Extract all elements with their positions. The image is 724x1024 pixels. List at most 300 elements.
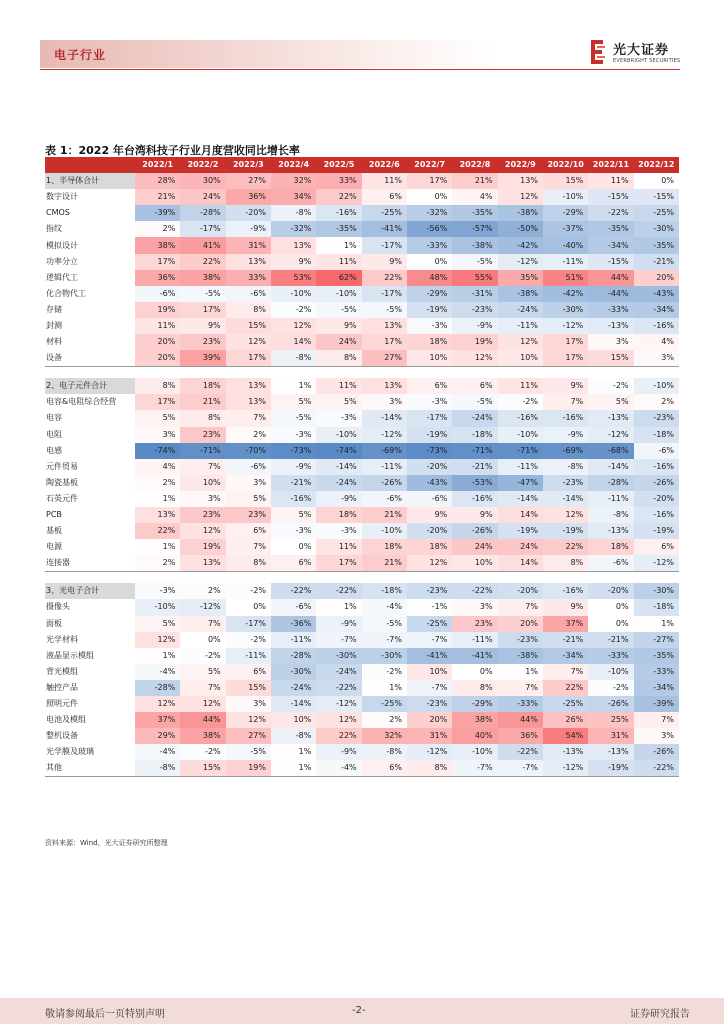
growth-table [45,157,679,777]
table-row [45,254,679,270]
value-cell: 34% [271,189,316,205]
value-cell: 15% [226,318,271,334]
month-header: 2022/7 [407,157,452,173]
value-cell: -32% [407,205,452,221]
value-cell: 37% [135,712,180,728]
value-cell: 5% [316,394,361,410]
value-cell: 8% [316,350,361,367]
value-cell: -26% [634,475,679,491]
value-cell: 0% [634,173,679,189]
value-cell: -17% [362,237,407,253]
value-cell: 4% [135,459,180,475]
value-cell: -8% [135,760,180,777]
value-cell: 1% [271,378,316,394]
value-cell: -30% [634,583,679,599]
spacer-cell [45,572,679,584]
value-cell: 33% [226,270,271,286]
value-cell: 3% [180,491,225,507]
value-cell: -39% [634,696,679,712]
value-cell: 36% [498,728,543,744]
value-cell: 18% [180,378,225,394]
row-label: 存储 [46,304,62,314]
value-cell: -25% [634,205,679,221]
table-row [45,507,679,523]
row-label: 模拟设计 [46,240,78,250]
value-cell: 32% [271,173,316,189]
row-label: 触控产品 [46,682,78,692]
value-cell: 18% [316,507,361,523]
header-corner [45,157,135,173]
value-cell: -22% [316,583,361,599]
value-cell: -10% [498,427,543,443]
value-cell: -9% [271,459,316,475]
value-cell: 48% [407,270,452,286]
value-cell: 21% [180,394,225,410]
value-cell: -17% [226,616,271,632]
row-label: 电容&电阻综合经营 [46,397,117,407]
disclaimer-note: 敬请参阅最后一页特别声明 [45,1009,165,1020]
value-cell: -16% [634,507,679,523]
value-cell: 44% [588,270,633,286]
value-cell: 44% [498,712,543,728]
value-cell: -41% [407,648,452,664]
value-cell: 2% [180,583,225,599]
value-cell: -11% [498,459,543,475]
row-label: 1、半导体合计 [45,173,135,189]
value-cell: -33% [407,237,452,253]
value-cell: -3% [135,583,180,599]
value-cell: 8% [543,555,588,572]
value-cell: -18% [362,583,407,599]
row-label: 指纹 [46,224,62,234]
value-cell: -30% [362,648,407,664]
value-cell: 3% [226,696,271,712]
row-label: 面板 [46,618,62,628]
value-cell: -2% [271,302,316,318]
value-cell: 13% [226,378,271,394]
table-row [45,205,679,221]
value-cell: 8% [452,680,497,696]
value-cell: -14% [498,491,543,507]
value-cell: -26% [362,475,407,491]
value-cell: 27% [226,173,271,189]
value-cell: 20% [135,350,180,367]
row-label: 功率分立 [46,256,78,266]
value-cell: -11% [362,459,407,475]
value-cell: -13% [588,523,633,539]
value-cell: -2% [588,378,633,394]
table-row [45,302,679,318]
value-cell: 20% [498,616,543,632]
row-label: 石英元件 [46,493,78,503]
value-cell: -26% [588,696,633,712]
value-cell: -14% [543,491,588,507]
row-label: 连接器 [45,555,135,572]
report-type: 证券研究报告 [630,1009,690,1020]
section-banner [40,40,495,68]
value-cell: 11% [135,318,180,334]
value-cell: 18% [588,539,633,555]
value-cell: -14% [271,696,316,712]
value-cell: -4% [362,599,407,615]
value-cell: 38% [180,270,225,286]
value-cell: -29% [407,286,452,302]
value-cell: -10% [588,664,633,680]
row-label: PCB [46,510,62,520]
table-row [45,394,679,410]
table-row [45,680,679,696]
month-header: 2022/10 [543,157,588,173]
value-cell: 9% [316,318,361,334]
value-cell: -26% [634,744,679,760]
value-cell: -34% [543,648,588,664]
value-cell: -38% [498,205,543,221]
value-cell: 10% [407,350,452,367]
value-cell: -30% [316,648,361,664]
value-cell: 1% [362,680,407,696]
value-cell: 9% [407,507,452,523]
value-cell: -16% [634,459,679,475]
table-row [45,427,679,443]
value-cell: 5% [226,491,271,507]
page-number: -2- [352,1005,366,1016]
value-cell: -29% [543,205,588,221]
value-cell: 13% [226,254,271,270]
value-cell: 1% [135,648,180,664]
row-label: 摄像头 [46,602,70,612]
value-cell: 24% [452,539,497,555]
value-cell: -33% [498,696,543,712]
value-cell: 18% [362,539,407,555]
value-cell: 15% [180,760,225,777]
value-cell: 8% [407,760,452,777]
value-cell: -20% [588,583,633,599]
value-cell: -70% [226,443,271,459]
value-cell: -33% [588,648,633,664]
value-cell: -44% [588,286,633,302]
value-cell: 5% [588,394,633,410]
value-cell: 10% [271,712,316,728]
value-cell: -73% [407,443,452,459]
value-cell: -3% [316,410,361,426]
value-cell: 27% [362,350,407,367]
value-cell: 23% [180,334,225,350]
value-cell: -41% [362,221,407,237]
value-cell: -12% [588,427,633,443]
value-cell: 0% [226,599,271,615]
value-cell: 22% [135,523,180,539]
value-cell: 0% [588,599,633,615]
value-cell: -41% [452,648,497,664]
month-header: 2022/1 [135,157,180,173]
value-cell: -68% [588,443,633,459]
value-cell: -4% [316,760,361,777]
value-cell: -2% [180,648,225,664]
value-cell: -43% [407,475,452,491]
value-cell: 13% [271,237,316,253]
value-cell: 38% [135,237,180,253]
value-cell: -6% [226,459,271,475]
table-row [45,616,679,632]
value-cell: -12% [543,318,588,334]
value-cell: -10% [316,286,361,302]
value-cell: -6% [271,599,316,615]
value-cell: -19% [407,302,452,318]
value-cell: 0% [452,664,497,680]
value-cell: 6% [362,760,407,777]
value-cell: -3% [316,523,361,539]
value-cell: -21% [588,632,633,648]
value-cell: -6% [588,555,633,572]
value-cell: 8% [135,378,180,394]
value-cell: 11% [316,378,361,394]
row-label: 光学膜及玻璃 [46,747,94,757]
value-cell: 21% [135,189,180,205]
value-cell: 10% [452,555,497,572]
value-cell: 36% [135,270,180,286]
row-label: 设备 [45,350,135,367]
value-cell: -10% [452,744,497,760]
row-label: 元件贸易 [46,461,78,471]
table-row [45,221,679,237]
value-cell: -33% [634,664,679,680]
table-row [45,712,679,728]
value-cell: 6% [226,664,271,680]
value-cell: 31% [588,728,633,744]
value-cell: -34% [634,680,679,696]
value-cell: 23% [180,507,225,523]
section-label: 电子行业 [54,48,107,62]
value-cell: 17% [226,350,271,367]
value-cell: 1% [271,744,316,760]
row-label: 2、电子元件合计 [45,378,135,394]
value-cell: -13% [588,410,633,426]
value-cell: 1% [498,664,543,680]
value-cell: 3% [634,350,679,367]
value-cell: -17% [407,410,452,426]
table-row [45,237,679,253]
value-cell: 22% [543,680,588,696]
header-row [45,157,679,173]
section-spacer [45,367,679,379]
value-cell: -11% [271,632,316,648]
value-cell: -10% [316,427,361,443]
value-cell: 11% [316,254,361,270]
value-cell: -3% [407,394,452,410]
value-cell: -23% [452,302,497,318]
value-cell: -38% [498,286,543,302]
value-cell: -20% [634,491,679,507]
value-cell: -69% [543,443,588,459]
value-cell: -3% [271,523,316,539]
value-cell: -10% [634,378,679,394]
value-cell: 7% [226,410,271,426]
value-cell: -53% [452,475,497,491]
value-cell: 7% [226,539,271,555]
value-cell: -18% [634,427,679,443]
table-row [45,443,679,459]
value-cell: 26% [543,712,588,728]
value-cell: -29% [452,696,497,712]
value-cell: -35% [634,237,679,253]
value-cell: 19% [180,539,225,555]
value-cell: -24% [316,475,361,491]
value-cell: 2% [135,475,180,491]
value-cell: -6% [407,491,452,507]
value-cell: 2% [362,712,407,728]
value-cell: -21% [271,475,316,491]
value-cell: 20% [407,712,452,728]
value-cell: -2% [180,744,225,760]
table-row [45,632,679,648]
value-cell: 3% [226,475,271,491]
value-cell: 17% [180,302,225,318]
value-cell: 3% [634,728,679,744]
value-cell: 12% [180,696,225,712]
table-row [45,410,679,426]
value-cell: 10% [180,475,225,491]
value-cell: -36% [271,616,316,632]
logo-text: 光大证券 [613,43,670,58]
value-cell: -12% [316,696,361,712]
value-cell: 4% [634,334,679,350]
value-cell: -16% [634,318,679,334]
value-cell: -56% [407,221,452,237]
value-cell: -11% [226,648,271,664]
value-cell: 9% [362,254,407,270]
value-cell: -28% [271,648,316,664]
value-cell: 13% [362,318,407,334]
value-cell: 10% [498,350,543,367]
value-cell: 44% [180,712,225,728]
section-total-row [45,583,679,599]
row-label: 基板 [46,526,62,536]
value-cell: 8% [180,410,225,426]
value-cell: -8% [271,205,316,221]
value-cell: -8% [588,507,633,523]
value-cell: -5% [452,254,497,270]
table-row [45,728,679,744]
value-cell: 1% [316,237,361,253]
value-cell: 12% [543,507,588,523]
value-cell: 23% [180,427,225,443]
value-cell: 30% [180,173,225,189]
value-cell: 6% [271,555,316,572]
value-cell: 7% [498,680,543,696]
value-cell: -9% [316,491,361,507]
row-label: 液晶显示模组 [46,650,94,660]
value-cell: -9% [226,221,271,237]
value-cell: -23% [634,410,679,426]
value-cell: 5% [271,394,316,410]
value-cell: -74% [135,443,180,459]
table-row [45,760,679,777]
value-cell: -5% [452,394,497,410]
value-cell: -7% [407,632,452,648]
value-cell: -18% [452,427,497,443]
value-cell: -17% [180,221,225,237]
value-cell: 18% [407,334,452,350]
month-header: 2022/3 [226,157,271,173]
value-cell: -11% [452,632,497,648]
value-cell: 3% [135,427,180,443]
value-cell: 22% [362,270,407,286]
value-cell: -19% [634,523,679,539]
logo-mark-icon [588,39,606,65]
value-cell: -12% [180,599,225,615]
value-cell: 15% [588,350,633,367]
value-cell: -21% [452,459,497,475]
value-cell: -19% [543,523,588,539]
value-cell: -35% [634,648,679,664]
value-cell: 0% [180,632,225,648]
row-label: 逻辑代工 [46,272,78,282]
value-cell: 7% [634,712,679,728]
month-header: 2022/4 [271,157,316,173]
value-cell: -5% [180,286,225,302]
everbright-logo [588,39,683,69]
value-cell: -24% [498,302,543,318]
table-row [45,555,679,572]
value-cell: -4% [135,664,180,680]
value-cell: -11% [498,318,543,334]
value-cell: -35% [452,205,497,221]
value-cell: 1% [271,760,316,777]
value-cell: -10% [543,189,588,205]
value-cell: 0% [588,616,633,632]
value-cell: 24% [498,539,543,555]
value-cell: -12% [362,427,407,443]
value-cell: -40% [543,237,588,253]
value-cell: -7% [452,760,497,777]
value-cell: 18% [407,539,452,555]
section-total-row [45,173,679,189]
month-header: 2022/9 [498,157,543,173]
table-row [45,648,679,664]
value-cell: 15% [226,680,271,696]
value-cell: 7% [498,599,543,615]
value-cell: -73% [271,443,316,459]
month-header: 2022/8 [452,157,497,173]
value-cell: -22% [634,760,679,777]
value-cell: 9% [543,599,588,615]
value-cell: -22% [316,680,361,696]
value-cell: -3% [407,318,452,334]
value-cell: -9% [543,427,588,443]
value-cell: -5% [226,744,271,760]
header-divider [40,69,680,70]
value-cell: -28% [180,205,225,221]
value-cell: -42% [543,286,588,302]
value-cell: -34% [588,237,633,253]
row-label: 化合物代工 [46,288,86,298]
value-cell: -24% [452,410,497,426]
value-cell: 22% [180,254,225,270]
row-label: 电阻 [46,429,62,439]
value-cell: 54% [543,728,588,744]
value-cell: -16% [498,410,543,426]
value-cell: -69% [362,443,407,459]
value-cell: -38% [452,237,497,253]
value-cell: -13% [588,318,633,334]
table-title: 表 1：2022 年台湾科技子行业月度营收同比增长率 [45,144,300,157]
value-cell: 7% [180,680,225,696]
value-cell: 28% [135,173,180,189]
value-cell: 22% [543,539,588,555]
value-cell: -16% [543,583,588,599]
value-cell: -11% [543,254,588,270]
value-cell: -8% [543,459,588,475]
